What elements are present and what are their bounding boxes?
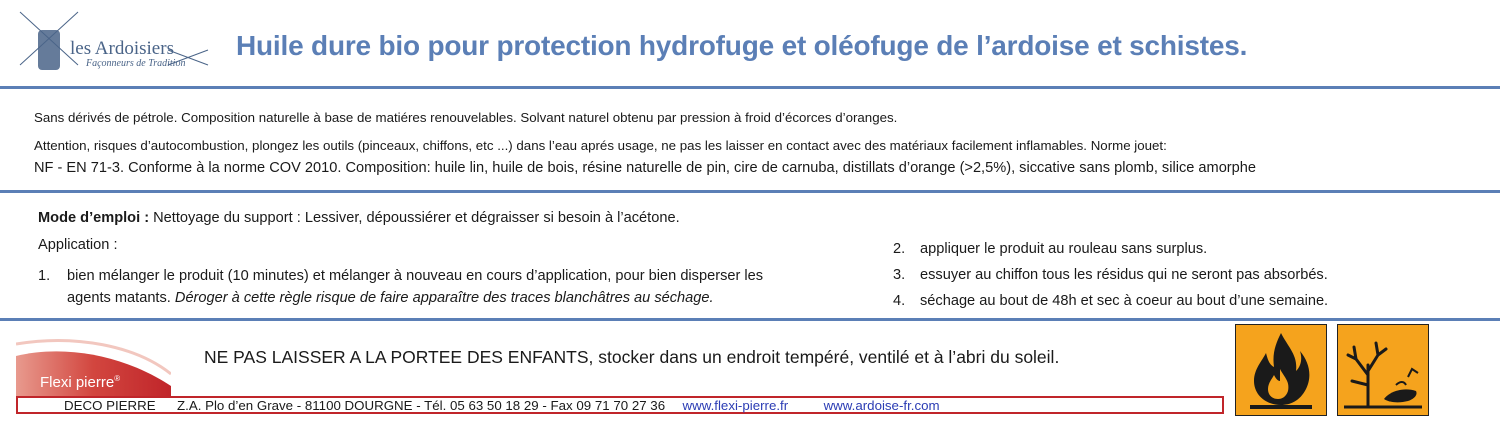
mode-emploi-text: Nettoyage du support : Lessiver, dépoussiérer et dégraisser si besoin à l’acétone. (149, 210, 680, 226)
safety-warning (204, 347, 1059, 368)
mode-emploi (38, 210, 680, 226)
website-link-ardoise[interactable]: www.ardoise-fr.com (823, 398, 940, 413)
description-line-2: Attention, risques d’autocombustion, plongez les outils (pinceaux, chiffons, etc ...) dans l’eau aprés usage, ne pas les laisser en contact avec des matériaux facilement inflamables. Norme jouet: (34, 138, 1167, 153)
flammable-icon (1235, 324, 1327, 416)
step-1-italic-note: Déroger à cette règle risque de faire apparaître des traces blanchâtres au séchage. (174, 290, 714, 306)
step-1-text: bien mélanger le produit (10 minutes) et mélanger à nouveau en cours d’application, pour bien disperser les (67, 268, 764, 284)
page-title: Huile dure bio pour protection hydrofuge et oléofuge de l’ardoise et schistes. (236, 30, 1248, 61)
brand-name (40, 374, 120, 391)
contact-line (64, 398, 940, 413)
step-4-text: séchage au bout de 48h et sec à coeur au bout d’une semaine. (920, 293, 1329, 309)
logo-name: les Ardoisiers (70, 38, 174, 59)
divider-top (0, 86, 1500, 89)
description-line-3: NF - EN 71-3. Conforme à la norme COV 2010. Composition: huile lin, huile de bois, résine naturelle de pin, cire de carnuba, distillats d’orange (>2,5%), siccative sans plomb, silice amorphe (34, 160, 1257, 176)
step-1-number: 1. (38, 268, 51, 284)
safety-warning-rest: stocker dans un endroit tempéré, ventilé et à l’abri du soleil. (593, 347, 1060, 367)
divider-bottom (0, 318, 1500, 321)
step-2-number: 2. (893, 241, 906, 257)
logo-tagline: Façonneurs de Tradition (86, 58, 186, 69)
application-label: Application : (38, 237, 118, 253)
environment-hazard-icon (1337, 324, 1429, 416)
step-4-number: 4. (893, 293, 906, 309)
company-address: Z.A. Plo d’en Grave - 81100 DOURGNE - Tél. 05 63 50 18 29 - Fax 09 71 70 27 36 (177, 398, 666, 413)
step-3-text: essuyer au chiffon tous les résidus qui ne seront pas absorbés. (920, 267, 1328, 283)
company-name: DECO PIERRE (64, 398, 156, 413)
step-1-cont-text: agents matants. (67, 290, 175, 306)
step-3-number: 3. (893, 267, 906, 283)
step-2-text: appliquer le produit au rouleau sans surplus. (920, 241, 1208, 257)
safety-warning-caps: NE PAS LAISSER A LA PORTEE DES ENFANTS, (204, 347, 594, 367)
description-line-1: Sans dérivés de pétrole. Composition naturelle à base de matiéres renouvelables. Solvant naturel obtenu par pression à froid d’écorces d’oranges. (34, 110, 898, 125)
brand-registered-mark: ® (114, 374, 121, 383)
step-1-continuation (67, 290, 714, 306)
website-link-flexi[interactable]: www.flexi-pierre.fr (682, 398, 789, 413)
brand-name-text: Flexi pierre (40, 374, 115, 391)
mode-emploi-label: Mode d’emploi : (38, 210, 150, 226)
divider-middle (0, 190, 1500, 193)
